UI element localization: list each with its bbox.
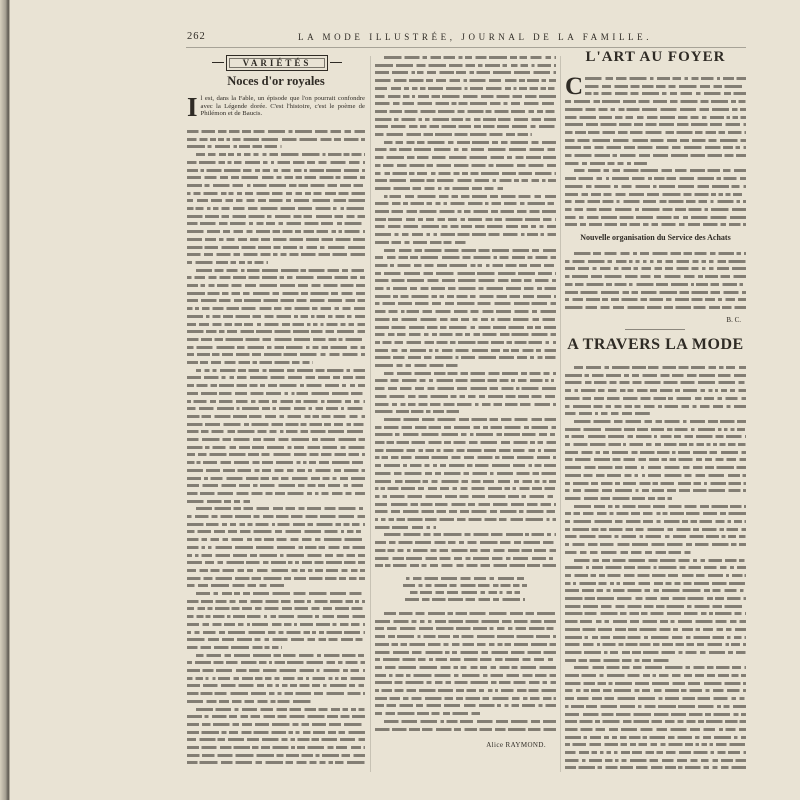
text-line — [565, 643, 746, 646]
text-line — [565, 208, 746, 211]
text-line — [375, 541, 556, 544]
text-line — [187, 530, 365, 533]
text-line — [187, 561, 365, 564]
text-line — [565, 682, 746, 685]
opening-text: l est, dans la Fable, un épisode que l'on pourrait confondre avec la Légende dorée. C'est l'histoire, c'est le poème de Philémon et de Baucis. — [200, 95, 365, 118]
text-line — [565, 389, 746, 392]
text-line — [384, 372, 556, 375]
section-title-art-au-foyer: L'ART AU FOYER — [585, 49, 726, 65]
text-line — [585, 77, 746, 80]
text-line — [565, 131, 746, 134]
text-line — [565, 123, 746, 126]
text-line — [375, 318, 556, 321]
text-line — [375, 627, 556, 630]
text-line — [196, 269, 365, 272]
text-line — [565, 154, 746, 157]
text-line — [565, 620, 746, 623]
text-line — [375, 403, 556, 406]
text-line — [187, 715, 365, 718]
text-line — [187, 261, 268, 264]
text-line — [375, 79, 556, 82]
text-line — [187, 700, 311, 703]
text-line — [375, 658, 556, 661]
text-line — [187, 176, 365, 179]
verse-line — [406, 577, 524, 580]
text-line — [375, 333, 556, 336]
text-line — [187, 515, 365, 518]
text-line — [375, 310, 556, 313]
text-line — [187, 299, 365, 302]
drop-cap: C — [565, 73, 584, 100]
text-line — [585, 85, 746, 88]
text-line — [187, 600, 365, 603]
text-line — [375, 295, 556, 298]
text-line — [187, 338, 365, 341]
text-line — [375, 549, 556, 552]
text-line — [565, 636, 746, 639]
text-line — [565, 405, 746, 408]
text-line — [375, 218, 556, 221]
drop-cap: I — [187, 92, 198, 122]
text-line — [375, 441, 556, 444]
verse-line — [403, 584, 527, 587]
text-line — [565, 223, 746, 226]
text-line — [375, 64, 556, 67]
text-line — [375, 233, 556, 236]
text-line — [565, 705, 746, 708]
text-line — [375, 712, 480, 715]
text-line — [375, 110, 556, 113]
text-line — [187, 484, 365, 487]
text-line — [375, 503, 556, 506]
text-line — [565, 659, 669, 662]
text-line — [187, 130, 365, 133]
text-line — [375, 643, 556, 646]
text-line — [187, 238, 365, 241]
text-line — [565, 397, 746, 400]
text-line — [375, 487, 556, 490]
text-line — [384, 249, 556, 252]
text-line — [375, 341, 556, 344]
text-line — [187, 284, 365, 287]
text-line — [187, 492, 365, 495]
verse-line — [410, 591, 520, 594]
text-line — [187, 384, 365, 387]
text-line — [187, 315, 365, 318]
text-line — [384, 56, 556, 59]
text-line — [565, 520, 746, 523]
text-line — [375, 187, 503, 190]
text-line — [187, 584, 284, 587]
text-line — [187, 361, 313, 364]
article-signature: Alice RAYMOND. — [486, 741, 546, 749]
text-line — [187, 477, 365, 480]
section-title-a-travers-la-mode: A TRAVERS LA MODE — [567, 336, 744, 353]
text-line — [375, 704, 556, 707]
text-line — [187, 199, 365, 202]
text-line — [375, 651, 556, 654]
text-line — [585, 92, 746, 95]
text-line — [187, 330, 365, 333]
text-line — [187, 723, 365, 726]
text-line — [565, 443, 746, 446]
text-line — [375, 564, 556, 567]
text-line — [196, 369, 365, 372]
text-line — [187, 461, 365, 464]
text-line — [187, 169, 365, 172]
text-line — [565, 177, 746, 180]
text-line — [375, 148, 556, 151]
text-line — [187, 684, 365, 687]
text-line — [565, 428, 746, 431]
text-line — [565, 489, 746, 492]
text-line — [187, 253, 365, 256]
text-line — [565, 260, 746, 263]
section-signature: B. C. — [726, 316, 741, 324]
text-line — [565, 736, 746, 739]
text-line — [565, 267, 746, 270]
text-line — [187, 661, 365, 664]
text-line — [574, 505, 746, 508]
text-line — [565, 474, 746, 477]
text-line — [187, 523, 365, 526]
text-line — [375, 674, 556, 677]
section-divider — [625, 329, 685, 330]
text-line — [375, 95, 556, 98]
text-line — [565, 628, 746, 631]
text-line — [187, 407, 365, 410]
section-banner-varietes: VARIÉTÉS — [226, 55, 328, 71]
text-line — [187, 438, 365, 441]
text-line — [375, 666, 556, 669]
text-line — [565, 283, 746, 286]
text-line — [187, 538, 365, 541]
text-line — [375, 356, 556, 359]
text-line — [187, 446, 365, 449]
article-title: Noces d'or royales — [227, 74, 325, 88]
text-line — [187, 453, 365, 456]
text-line — [565, 689, 746, 692]
text-line — [565, 589, 746, 592]
page-number: 262 — [187, 31, 206, 42]
text-line — [375, 480, 556, 483]
text-line — [187, 246, 365, 249]
text-line — [375, 241, 467, 244]
text-line — [375, 156, 556, 159]
text-line — [565, 528, 746, 531]
text-line — [375, 433, 556, 436]
text-line — [375, 464, 556, 467]
text-line — [565, 543, 746, 546]
text-line — [187, 392, 365, 395]
text-line — [187, 738, 365, 741]
text-line — [187, 376, 365, 379]
text-line — [565, 216, 746, 219]
text-line — [565, 728, 746, 731]
text-line — [565, 674, 746, 677]
text-line — [187, 353, 365, 356]
text-line — [187, 346, 365, 349]
text-line — [187, 500, 250, 503]
text-line — [375, 557, 556, 560]
text-line — [187, 754, 365, 757]
text-line — [375, 410, 462, 413]
text-line — [187, 215, 365, 218]
text-line — [565, 412, 650, 415]
text-line — [375, 118, 556, 121]
text-line — [565, 291, 746, 294]
text-line — [187, 577, 365, 580]
text-line — [565, 713, 746, 716]
text-line — [565, 766, 746, 769]
header-rule — [186, 47, 746, 48]
text-line — [375, 472, 556, 475]
text-line — [565, 146, 746, 149]
text-line — [384, 720, 556, 723]
text-line — [565, 374, 746, 377]
text-line — [384, 612, 556, 615]
text-line — [375, 125, 556, 128]
text-line — [565, 458, 746, 461]
text-line — [375, 518, 556, 521]
text-line — [565, 497, 672, 500]
text-line — [187, 646, 282, 649]
text-line — [384, 533, 556, 536]
text-line — [187, 192, 365, 195]
text-line — [187, 207, 365, 210]
text-line — [187, 222, 365, 225]
text-line — [375, 728, 556, 731]
text-line — [384, 418, 556, 421]
text-line — [565, 574, 746, 577]
text-line — [187, 323, 365, 326]
text-line — [375, 426, 556, 429]
text-line — [565, 612, 746, 615]
text-line — [375, 395, 556, 398]
text-line — [565, 582, 746, 585]
text-line — [565, 139, 746, 142]
text-line — [187, 638, 365, 641]
text-line — [375, 279, 556, 282]
text-line — [187, 746, 365, 749]
text-line — [375, 495, 556, 498]
text-line — [375, 133, 532, 136]
text-line — [565, 275, 746, 278]
text-line — [375, 387, 556, 390]
text-line — [187, 276, 365, 279]
text-line — [384, 141, 556, 144]
text-line — [565, 720, 746, 723]
text-line — [565, 185, 746, 188]
text-line — [375, 87, 556, 90]
text-line — [565, 306, 746, 309]
column-rule-right — [560, 56, 561, 772]
text-line — [187, 307, 365, 310]
text-line — [187, 292, 365, 295]
text-line — [375, 620, 556, 623]
text-line — [565, 697, 746, 700]
text-line — [375, 379, 556, 382]
text-line — [375, 689, 556, 692]
text-line — [565, 566, 746, 569]
text-line — [375, 164, 556, 167]
text-line — [565, 759, 746, 762]
text-line — [375, 456, 556, 459]
text-line — [187, 423, 365, 426]
text-line — [196, 654, 365, 657]
section-title-service-achats: Nouvelle organisation du Service des Achats — [580, 233, 731, 242]
text-line — [187, 677, 365, 680]
text-line — [565, 651, 746, 654]
text-line — [187, 615, 365, 618]
text-line — [375, 510, 556, 513]
text-line — [574, 366, 746, 369]
text-line — [574, 666, 746, 669]
page-edge-shadow — [0, 0, 10, 800]
text-line — [565, 298, 746, 301]
verse-line — [405, 598, 525, 601]
text-line — [375, 697, 556, 700]
text-line — [375, 349, 556, 352]
text-line — [375, 635, 556, 638]
text-line — [187, 731, 365, 734]
text-line — [565, 743, 746, 746]
text-line — [375, 302, 556, 305]
text-line — [565, 751, 746, 754]
text-line — [375, 256, 556, 259]
text-line — [187, 569, 365, 572]
text-line — [565, 100, 746, 103]
text-line — [375, 179, 556, 182]
text-line — [196, 708, 365, 711]
text-line — [187, 546, 365, 549]
text-line — [196, 592, 365, 595]
text-line — [375, 202, 556, 205]
text-line — [375, 272, 556, 275]
text-line — [187, 607, 365, 610]
text-line — [375, 287, 556, 290]
text-line — [574, 559, 746, 562]
text-line — [187, 161, 365, 164]
text-line — [187, 145, 282, 148]
publication-title: LA MODE ILLUSTRÉE, JOURNAL DE LA FAMILLE. — [298, 32, 653, 42]
text-line — [574, 252, 746, 255]
text-line — [565, 605, 746, 608]
text-line — [574, 420, 746, 423]
text-line — [565, 482, 746, 485]
text-line — [187, 631, 365, 634]
text-line — [375, 71, 556, 74]
text-line — [187, 692, 365, 695]
text-line — [565, 162, 647, 165]
text-line — [375, 326, 556, 329]
text-line — [187, 669, 365, 672]
text-line — [565, 116, 746, 119]
text-line — [187, 623, 365, 626]
text-line — [187, 415, 365, 418]
text-line — [375, 364, 460, 367]
text-line — [187, 400, 365, 403]
text-line — [565, 451, 746, 454]
text-line — [187, 430, 365, 433]
text-line — [565, 193, 746, 196]
text-line — [384, 195, 556, 198]
text-line — [187, 230, 365, 233]
text-line — [187, 469, 365, 472]
text-line — [375, 172, 556, 175]
text-line — [375, 264, 556, 267]
text-line — [375, 526, 436, 529]
text-line — [565, 597, 746, 600]
text-line — [565, 200, 746, 203]
text-line — [375, 102, 556, 105]
text-line — [187, 554, 365, 557]
text-line — [375, 449, 556, 452]
text-line — [565, 512, 746, 515]
text-line — [565, 381, 746, 384]
text-line — [565, 466, 746, 469]
text-line — [187, 761, 365, 764]
text-line — [375, 210, 556, 213]
text-line — [565, 108, 746, 111]
text-line — [565, 435, 746, 438]
text-line — [375, 681, 556, 684]
text-line — [565, 535, 746, 538]
text-line — [187, 184, 365, 187]
column-rule-left — [370, 56, 371, 772]
text-line — [375, 225, 556, 228]
text-line — [565, 551, 694, 554]
text-line — [187, 138, 365, 141]
text-line — [196, 153, 365, 156]
article-opening-paragraph — [187, 92, 365, 122]
text-line — [574, 169, 746, 172]
text-line — [196, 507, 365, 510]
